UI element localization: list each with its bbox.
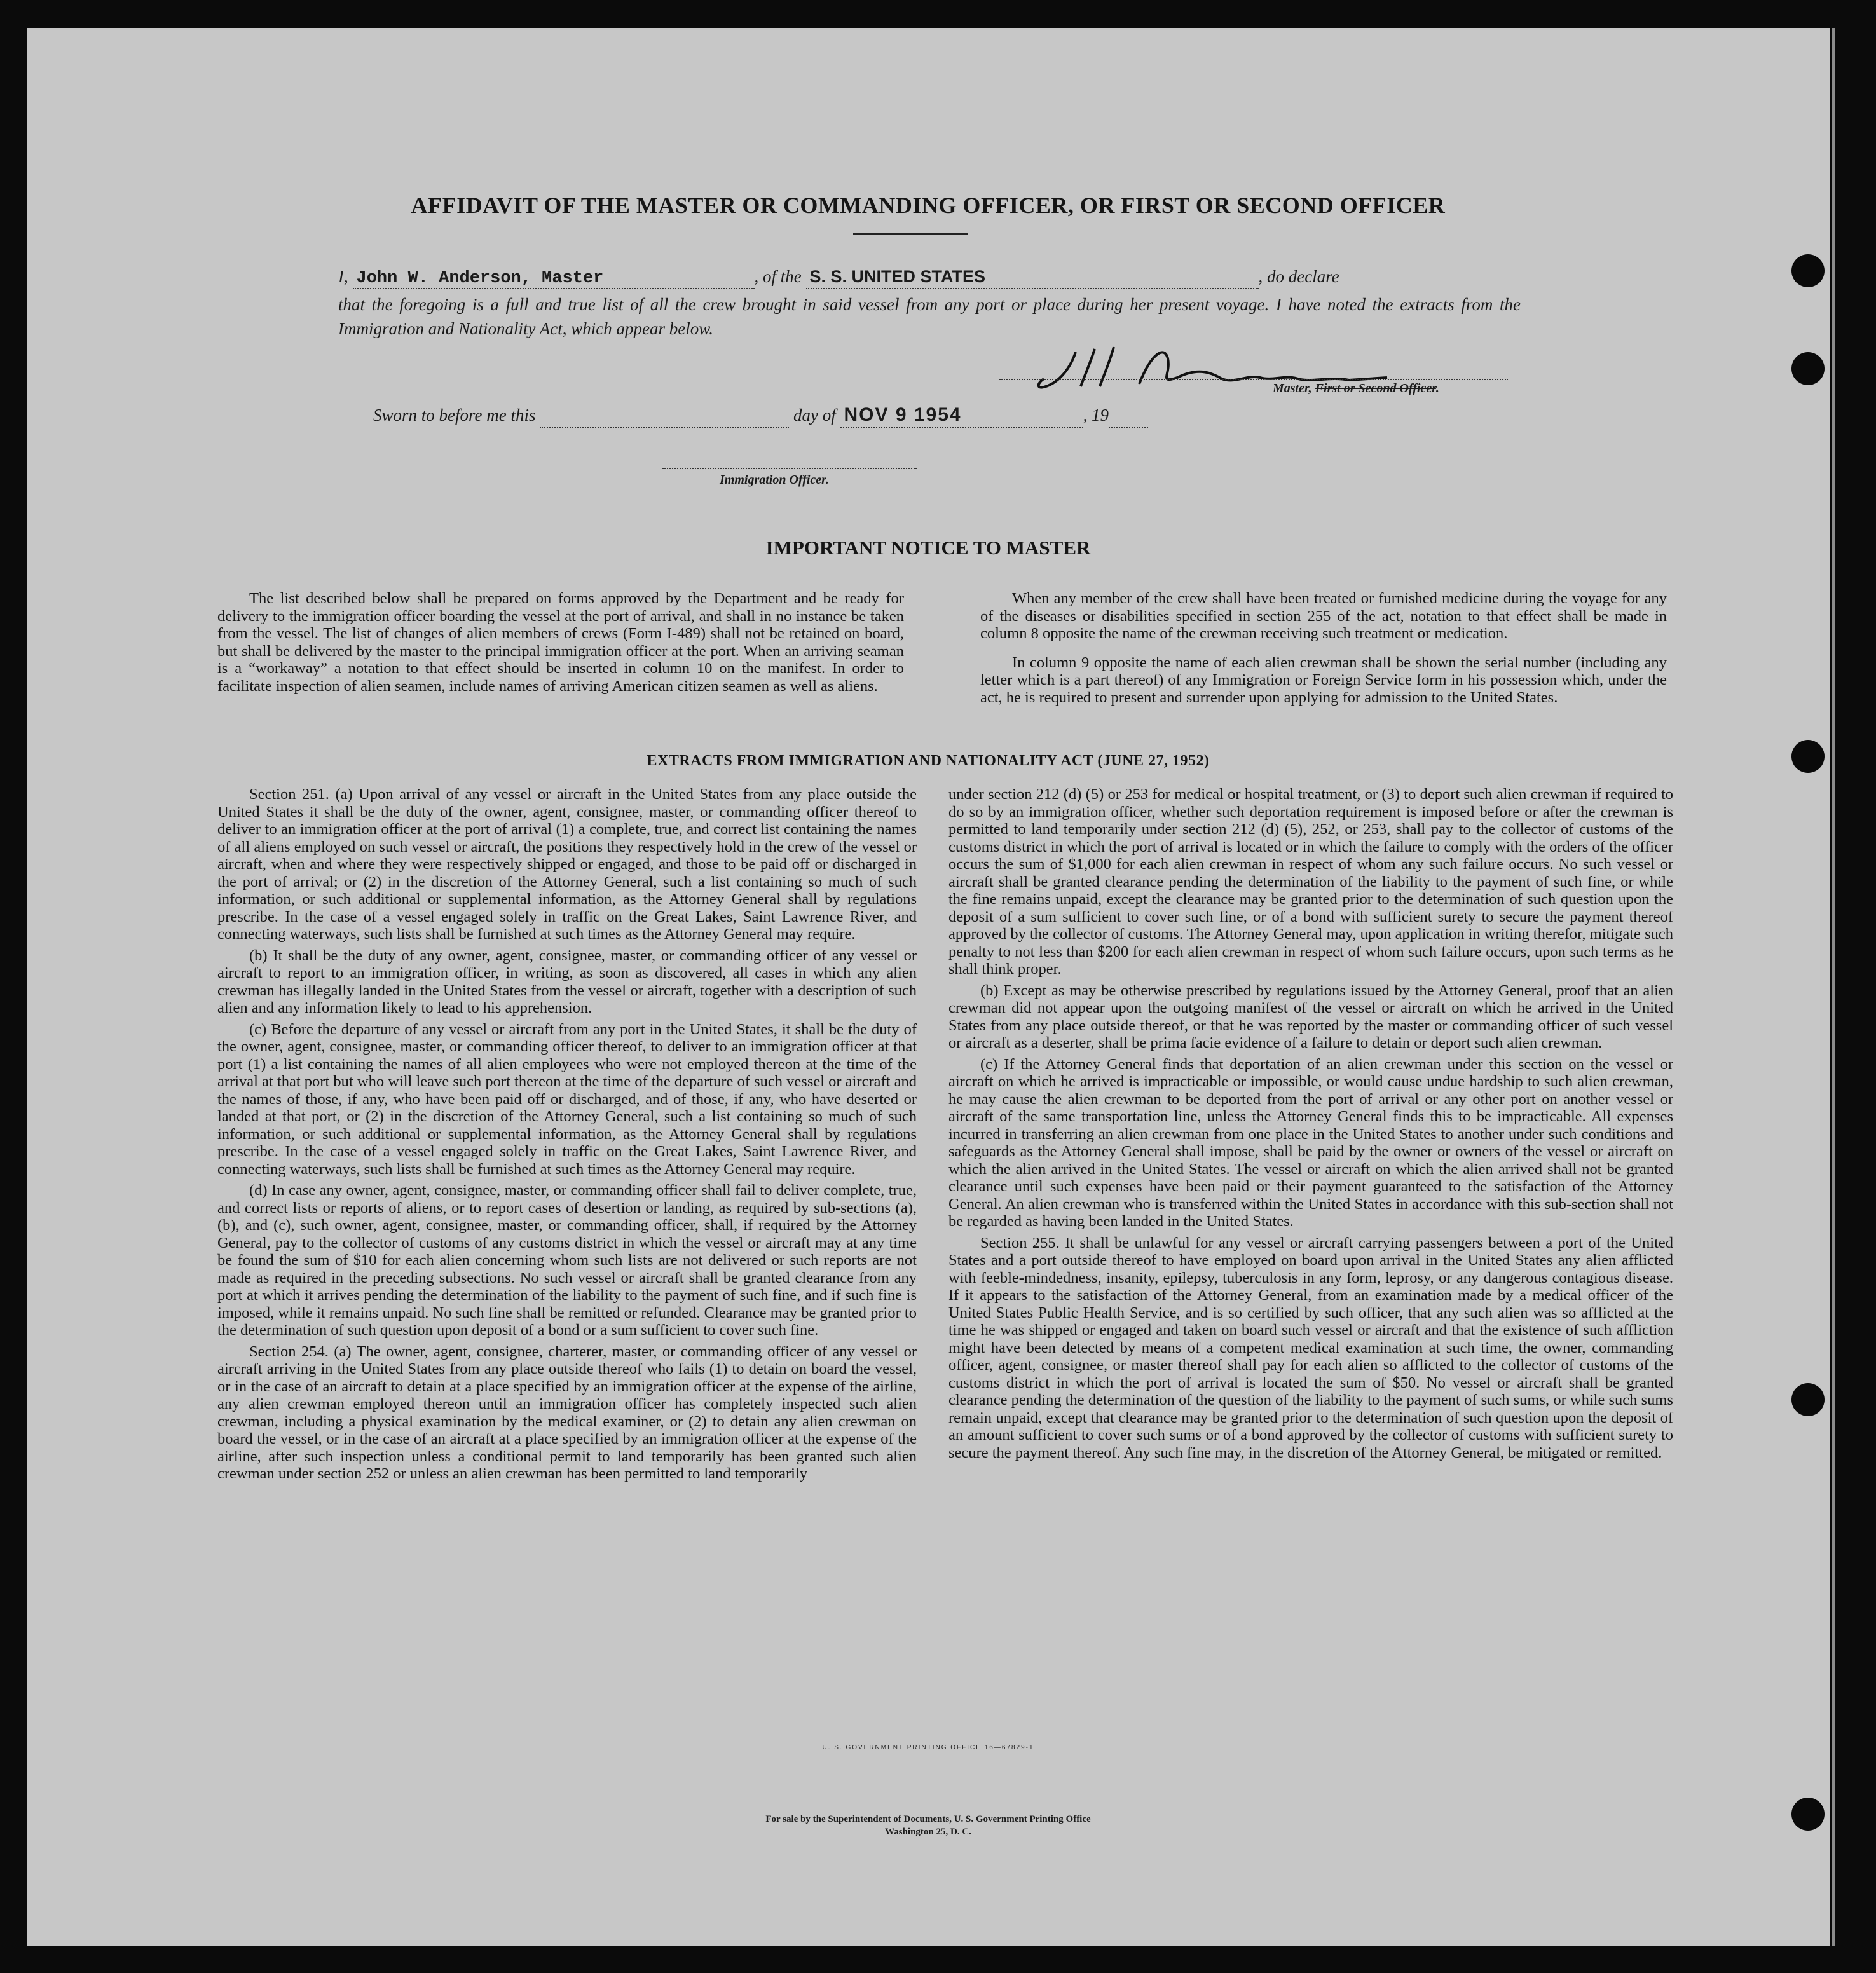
sworn-line [373,404,1562,428]
signature-caption [1273,381,1439,396]
vessel-name-field [806,267,1259,289]
declaration-prefix: I, [338,267,348,286]
date-stamp: NOV 9 1954 [844,404,962,425]
sworn-year-field [1109,407,1148,428]
immigration-officer-caption: Immigration Officer. [720,473,829,487]
extracts-heading: EXTRACTS FROM IMMIGRATION AND NATIONALITY ACT (JUNE 27, 1952) [647,753,1210,769]
extract-paragraph: Section 251. (a) Upon arrival of any vessel or aircraft in the United States from any place outside the United States it shall be the duty of the owner, agent, consignee, master, or commanding officer thereof to deliver to an immigration officer at the port of arrival (1) a complete, true, and correct list containing the names of all aliens employed on such vessel or aircraft, the positions they respectively hold in the crew of the vessel or aircraft, when and where they were respectively shipped or engaged, and those to be paid off or discharged in the port of arrival; or (2) in the discretion of the Attorney General, such a list containing so much of such information, or such additional or supplemental information, as the Attorney General shall by regulations prescribe. In the case of a vessel engaged solely in traffic on the Great Lakes, Saint Lawrence River, and connecting waterways, such lists shall be furnished at such times as the Attorney General may require. [217,786,917,943]
caption-master: Master, [1273,381,1315,395]
sworn-month-field [840,404,1083,428]
footer-line-2: Washington 25, D. C. [885,1827,971,1837]
footer [27,1813,1830,1838]
master-name-field [353,269,755,289]
sworn-day-field [540,407,789,428]
punch-hole [1791,352,1825,385]
caption-struck-officer: First or Second Officer [1315,381,1436,395]
vessel-name: S. S. UNITED STATES [809,267,986,286]
punch-hole [1791,254,1825,287]
sworn-day-of: day of [793,406,836,425]
notice-right-column [980,590,1667,710]
footer-line-1: For sale by the Superintendent of Documents, U. S. Government Printing Office [765,1814,1091,1824]
extract-paragraph: under section 212 (d) (5) or 253 for medical or hospital treatment, or (3) to deport such alien crewman if required to do so by an immigration officer, whether such deportation requirement is imposed before or after the crewman is permitted to land temporarily under section 212 (d) (5), 252, or 253, shall pay to the collector of customs of the customs district in which the port of arrival is located or in which the failure to comply with the orders of the officer occurs the sum of $1,000 for each alien crewman in respect of whom any such failure occurs. No such vessel or aircraft shall be granted clearance pending the determination of the liability to the payment of such fine, or while the fine remains unpaid, except the clearance may be granted prior to the determination of such question upon the deposit of a sum sufficient to cover such fine, or of a bond with sufficient surety to secure the payment thereof approved by the collector of customs. The Attorney General may, upon application in writing therefor, mitigate such penalty to not less than $200 for each alien crewman in respect of whom such failure occurs, upon such terms as he shall think proper. [948,786,1673,978]
extract-paragraph: (c) Before the departure of any vessel or aircraft from any port in the United States, it shall be the duty of the owner, agent, consignee, master, or commanding officer thereof, to deliver to an immigration officer at that port (1) a list containing the names of all alien employees who were not employed thereon at the time of the arrival at that port but who will leave such port thereon at the time of the departure of such vessel or aircraft and the names of those, if any, who have been paid off or discharged, and of those, if any, who have deserted or landed at that port, or (2) in the discretion of the Attorney General, such a list containing so much of such information, or such additional or supplemental information, as the Attorney General shall by regulations prescribe. In the case of a vessel engaged solely in traffic on the Great Lakes, Saint Lawrence River, and connecting waterways, such lists shall be furnished at such times as the Attorney General may require. [217,1020,917,1178]
printer-mark: U. S. GOVERNMENT PRINTING OFFICE 16—67829-1 [822,1744,1034,1751]
extract-paragraph: Section 254. (a) The owner, agent, consignee, charterer, master, or commanding officer of any vessel or aircraft arriving in the United States from any place outside thereof who fails (1) to detain on board the vessel, or in the case of an aircraft to detain at a place specified by an immigration officer at the expense of the airline, any alien crewman employed thereon until an immigration officer has completely inspected such alien crewman, including a physical examination by the medical examiner, or (2) to detain any alien crewman on board the vessel, or in the case of an aircraft at a place specified by an immigration officer at the expense of the airline, after such inspection unless a conditional permit to land temporarily has been granted such alien crewman under section 252 or unless an alien crewman has been permitted to land temporarily [217,1342,917,1482]
extract-paragraph: (d) In case any owner, agent, consignee, master, or commanding officer shall fail to deliver complete, true, and correct lists or reports of aliens, or to report cases of desertion or landing, as required by sub-sections (a), (b), and (c), such owner, agent, consignee, master, or commanding officer, shall, if required by the Attorney General, pay to the collector of customs of any customs district in which the vessel or aircraft may at any time be found the sum of $10 for each alien concerning whom such lists are not delivered or such reports are not made as required in the preceding subsections. No such vessel or aircraft shall be granted clearance from any port at which it arrives pending the determination of the liability to the payment of such fine, and if such fine is imposed, while it remains unpaid. No such fine shall be remitted or refunded. Clearance may be granted prior to the determination of such question upon deposit of a bond or a sum sufficient to cover such fine. [217,1182,917,1339]
extract-paragraph: (b) Except as may be otherwise prescribed by regulations issued by the Attorney General, proof that an alien crewman did not appear upon the outgoing manifest of the vessel or aircraft on which he arrived in the United States from any place outside thereof, or that he was reported by the master or commanding officer of such vessel or aircraft as a deserter, shall be prima facie evidence of a failure to detain or deport such alien crewman. [948,981,1673,1051]
declaration-body: that the foregoing is a full and true list of all the crew brought in said vessel from any port or place during her present voyage. I have noted the extracts from the Immigration and Nationality Act, which appear below. [338,295,1521,338]
declaration-do-declare: , do declare [1258,267,1339,286]
declaration-of-the: , of the [754,267,802,286]
punch-hole [1791,1798,1825,1831]
notice-paragraph: The list described below shall be prepared on forms approved by the Department and be ready for delivery to the immigration officer boarding the vessel at the port of arrival, and shall in no instance be taken from the vessel. The list of changes of alien members of crews (Form I-489) shall not be retained on board, but shall be delivered by the master to the principal immigration officer at the port. When an arriving seaman is a “workaway” a notation to that effect should be inserted in column 10 on the manifest. In order to facilitate inspection of alien seamen, include names of arriving American citizen seamen as well as aliens. [217,590,904,695]
extract-paragraph: Section 255. It shall be unlawful for any vessel or aircraft carrying passengers between a port of the United States and a port outside thereof to have employed on board upon arrival in the United States any alien afflicted with feeble-mindedness, insanity, epilepsy, tuberculosis in any form, leprosy, or any dangerous contagious disease. If it appears to the satisfaction of the Attorney General, from an examination made by a medical officer of the United States Public Health Service, and is so certified by such officer, that any such alien was so afflicted at the time he was shipped or engaged and taken on board such vessel or aircraft and that the existence of such affliction might have been detected by means of a competent medical examination at such time, the owner, commanding officer, agent, consignee, or master thereof shall pay for each alien so afflicted to the collector of customs of the customs district in which the port of arrival is located the sum of $50. No vessel or aircraft shall be granted clearance pending the determination of the question of the liability to the payment of such sums, or while such sums remain unpaid, except that clearance may be granted prior to the determination of such question upon the deposit of an amount sufficient to cover such sums or of a bond approved by the collector of customs with sufficient surety to secure the payment thereof. Any such fine may, in the discretion of the Attorney General, be mitigated or remitted. [948,1234,1673,1461]
master-name: John W. Anderson, Master [356,269,604,288]
sworn-year-prefix: , 19 [1083,406,1109,425]
notice-paragraph: When any member of the crew shall have been treated or furnished medicine during the voyage for any of the diseases or disabilities specified in section 255 of the act, notation to that effect shall be made in column 8 opposite the name of the crewman receiving such treatment or medication. [980,590,1667,642]
declaration-line [338,267,1527,289]
extract-paragraph: (c) If the Attorney General finds that deportation of an alien crewman under this section on the vessel or aircraft on which he arrived is impracticable or impossible, or would cause undue hardship to such alien crewman, he may cause the alien crewman to be deported from the port of arrival or any other port on another vessel or aircraft of the same transportation line, unless the Attorney General finds this to be impracticable. All expenses incurred in transferring an alien crewman from one place in the United States to another under such conditions and safeguards as the Attorney General shall impose, shall be paid by the owner or owners of the vessel or aircraft on which the alien arrived in the United States. The vessel or aircraft on which the alien arrived shall not be granted clearance until such expenses have been paid or their payment guaranteed to the satisfaction of the Attorney General. An alien crewman who is transferred within the United States in accordance with this sub-section shall not be regarded as having been landed in the United States. [948,1055,1673,1230]
immigration-officer-line [662,468,917,469]
notice-paragraph: In column 9 opposite the name of each alien crewman shall be shown the serial number (including any letter which is a part thereof) of any Immigration or Foreign Service form in his possession which, under the act, he is required to present and surrender upon applying for admission to the United States. [980,653,1667,706]
extracts-left-column [217,786,917,1487]
sworn-prefix: Sworn to before me this [373,406,536,425]
notice-heading: IMPORTANT NOTICE TO MASTER [765,536,1091,559]
extracts-right-column [948,786,1673,1465]
affidavit-heading: AFFIDAVIT OF THE MASTER OR COMMANDING OFFICER, OR FIRST OR SECOND OFFICER [411,193,1446,218]
heading-rule [853,233,968,235]
signature-line [999,379,1508,380]
punch-hole [1791,740,1825,773]
page-edge [1832,28,1835,1946]
extract-paragraph: (b) It shall be the duty of any owner, agent, consignee, master, or commanding officer of any vessel or aircraft to report to an immigration officer, in writing, as soon as discovered, all cases in which any alien crewman has illegally landed in the United States from the vessel or aircraft, together with a description of such alien and any information likely to lead to his apprehension. [217,946,917,1016]
notice-left-column [217,590,904,699]
form-page [27,28,1830,1946]
caption-end: . [1435,381,1439,395]
punch-hole [1791,1383,1825,1416]
